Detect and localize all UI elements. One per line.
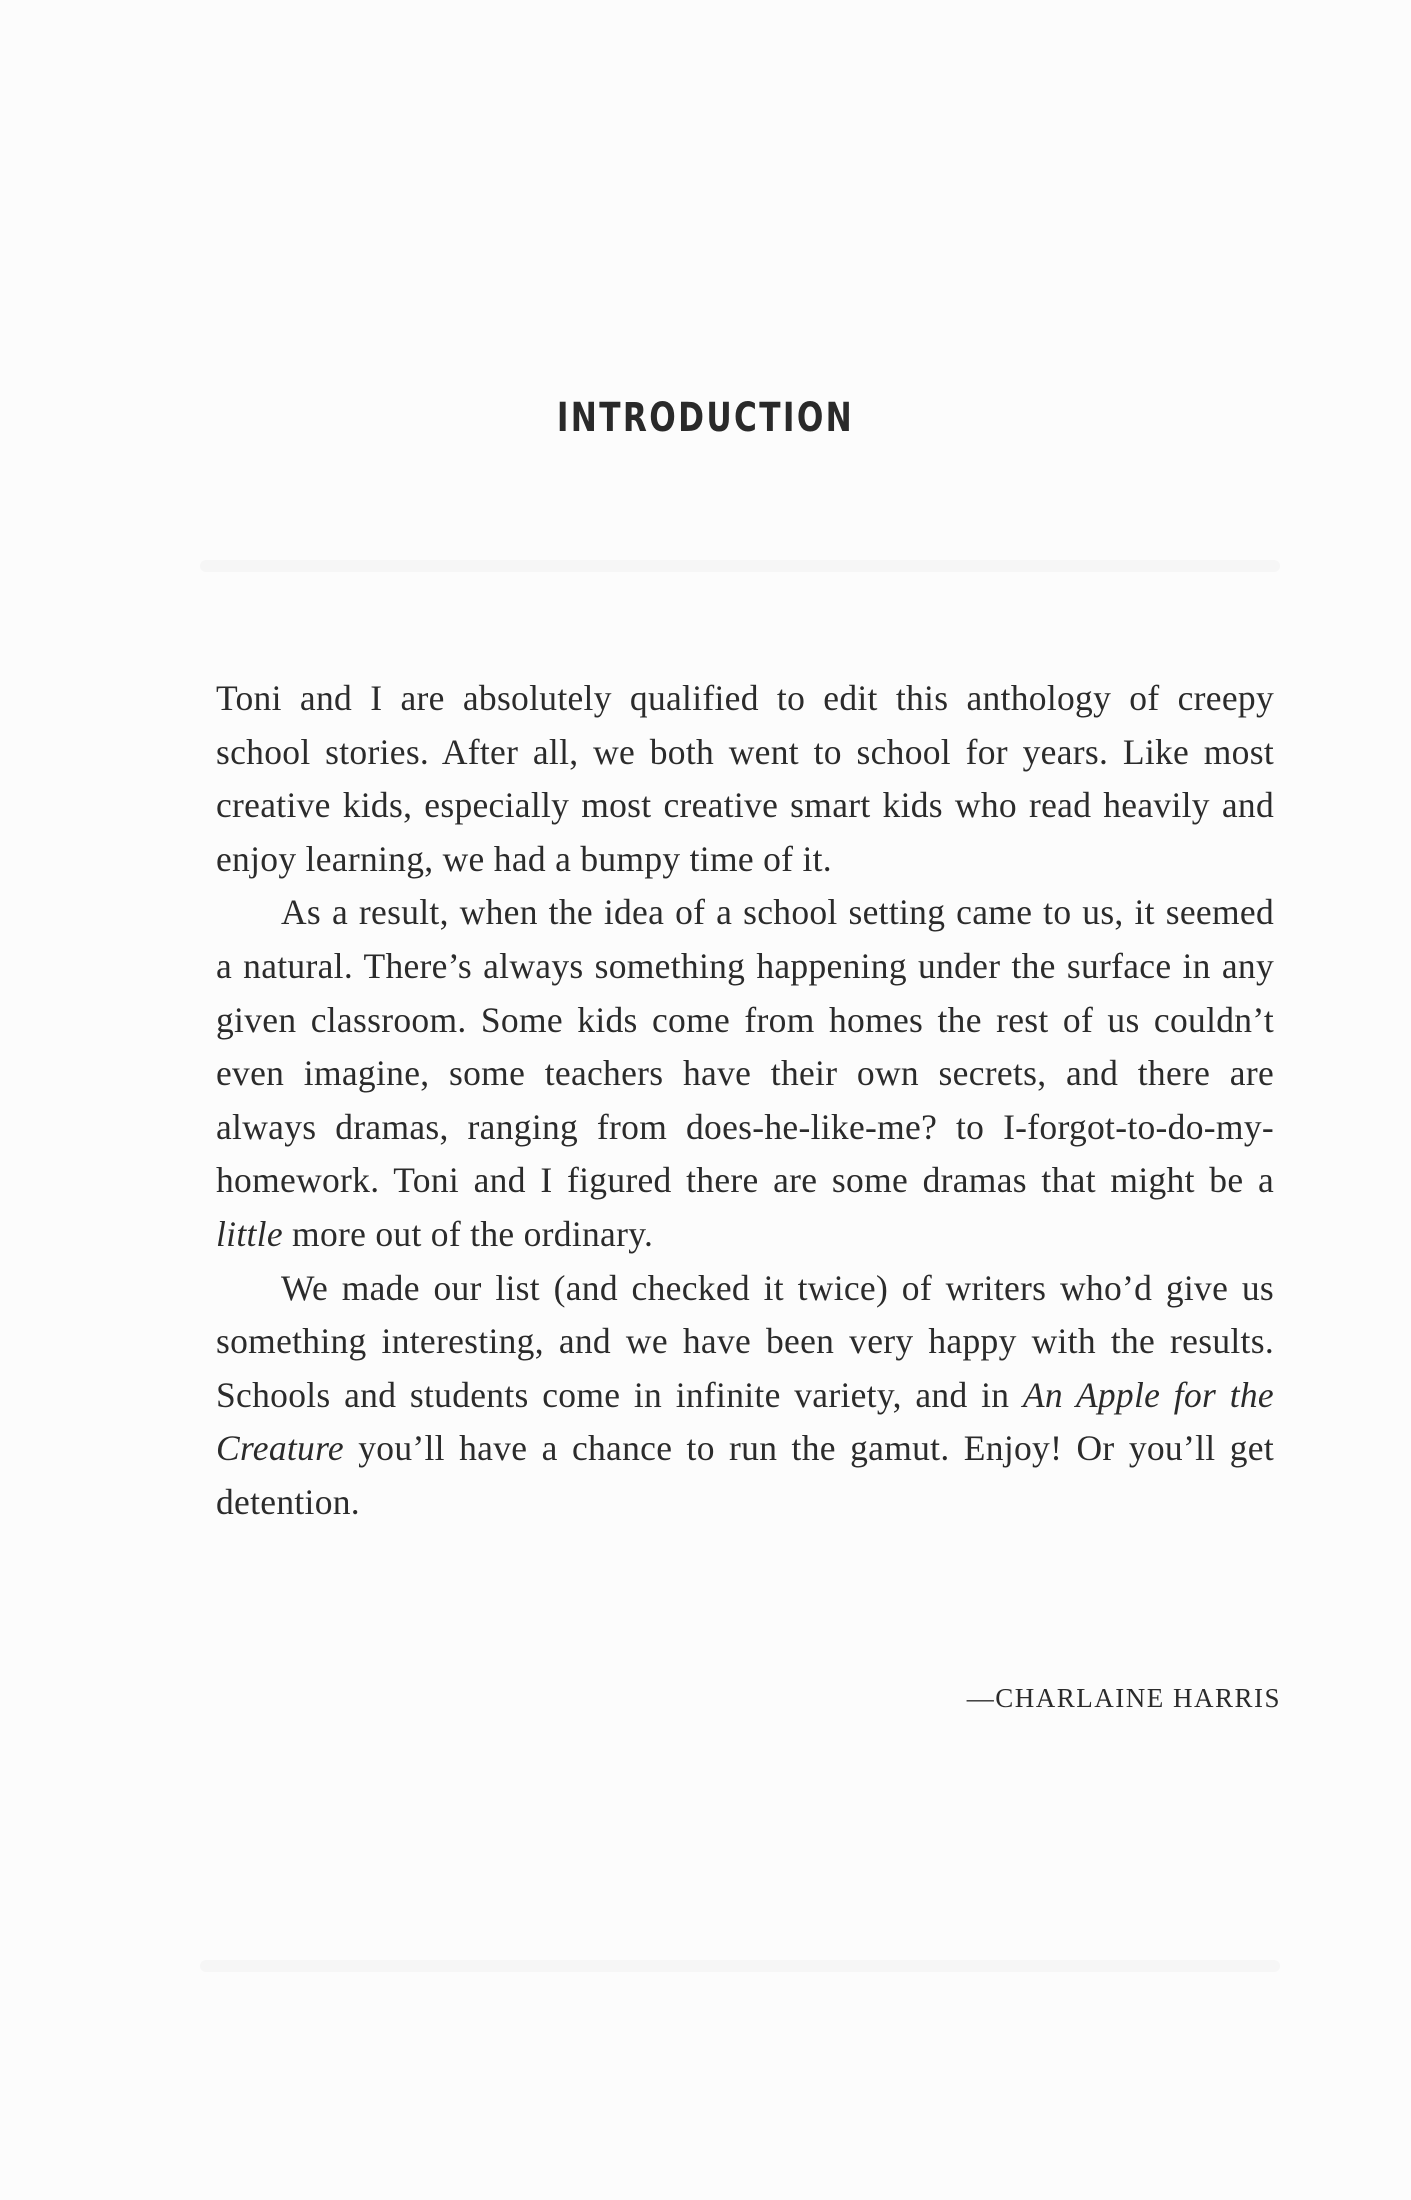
show-through-shadow bbox=[200, 1960, 1280, 1972]
body-text bbox=[216, 672, 1274, 1530]
author-signature: —CHARLAINE HARRIS bbox=[966, 1683, 1281, 1713]
book-title: An Apple for the Creature bbox=[216, 1374, 1274, 1469]
chapter-title: INTRODUCTION bbox=[556, 395, 855, 441]
emphasis: little bbox=[216, 1213, 283, 1254]
paragraph-2: As a result, when the idea of a school setting came to us, it seemed a natural. There’s always something happening under the surface in any given classroom. Some kids come from homes the rest of us couldn’t even imagine, some teachers have their own secrets, and there are always dramas, ranging from does-he-like-me? to I-forgot-to-do-my-homework. Toni and I figured there are some dramas that might be a little more out of the ordinary. bbox=[216, 892, 1274, 1254]
show-through-shadow bbox=[200, 560, 1280, 572]
paragraph-1: Toni and I are absolutely qualified to edit this anthology of creepy school stories. After all, we both went to school for years. Like most creative kids, especially most creative smart kids who read heavily and enjoy learning, we had a bumpy time of it. bbox=[216, 678, 1274, 879]
paragraph-3: We made our list (and checked it twice) of writers who’d give us something interesting, and we have been very happy with the results. Schools and students come in infinite variety, and in An Apple for the Creature you’ll have a chance to run the gamut. Enjoy! Or you’ll get detention. bbox=[216, 1267, 1274, 1522]
